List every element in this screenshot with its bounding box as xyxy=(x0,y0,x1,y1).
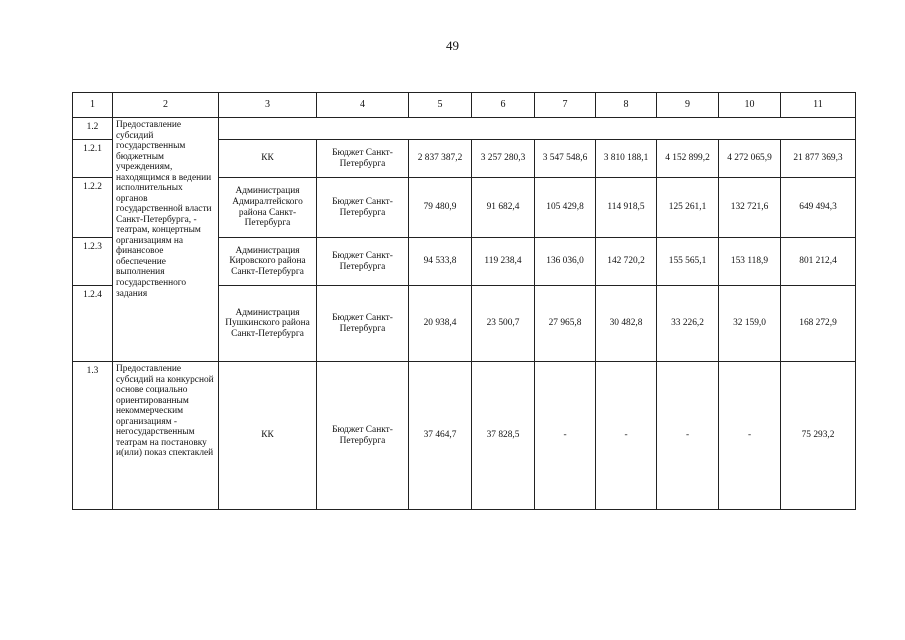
executor-cell: Администрация Пушкинского района Санкт-Петербурга xyxy=(219,286,317,362)
value-cell: 30 482,8 xyxy=(596,286,657,362)
column-header: 2 xyxy=(113,93,219,118)
value-cell: 153 118,9 xyxy=(719,238,781,286)
column-header: 9 xyxy=(657,93,719,118)
row-number: 1.2.1 xyxy=(73,140,113,178)
value-cell: 91 682,4 xyxy=(472,178,535,238)
value-cell: 4 152 899,2 xyxy=(657,140,719,178)
funding-source-cell: Бюджет Санкт-Петербурга xyxy=(317,286,409,362)
funding-source-cell: Бюджет Санкт-Петербурга xyxy=(317,140,409,178)
value-cell: 21 877 369,3 xyxy=(781,140,856,178)
value-cell: 23 500,7 xyxy=(472,286,535,362)
row-number: 1.2.3 xyxy=(73,238,113,286)
measure-name: Предоставление субсидий на конкурсной основе социально ориентированным некоммерческим организациям - негосударственным театрам на постановку и(или) показ спектаклей xyxy=(113,362,219,510)
value-cell: 168 272,9 xyxy=(781,286,856,362)
executor-cell: Администрация Адмиралтейского района Санкт-Петербурга xyxy=(219,178,317,238)
table-row xyxy=(73,362,856,510)
column-header: 10 xyxy=(719,93,781,118)
value-cell: - xyxy=(535,362,596,510)
value-cell: 136 036,0 xyxy=(535,238,596,286)
value-cell: 32 159,0 xyxy=(719,286,781,362)
column-header: 4 xyxy=(317,93,409,118)
value-cell: - xyxy=(657,362,719,510)
value-cell: 125 261,1 xyxy=(657,178,719,238)
column-header: 11 xyxy=(781,93,856,118)
header-row xyxy=(73,93,856,118)
value-cell: 155 565,1 xyxy=(657,238,719,286)
value-cell: 801 212,4 xyxy=(781,238,856,286)
row-number: 1.2.2 xyxy=(73,178,113,238)
value-cell: 142 720,2 xyxy=(596,238,657,286)
page-number: 49 xyxy=(446,38,459,53)
column-header: 3 xyxy=(219,93,317,118)
value-cell: 119 238,4 xyxy=(472,238,535,286)
value-cell: 3 547 548,6 xyxy=(535,140,596,178)
value-cell: 20 938,4 xyxy=(409,286,472,362)
column-header: 5 xyxy=(409,93,472,118)
value-cell: - xyxy=(719,362,781,510)
empty-cell xyxy=(219,118,856,140)
value-cell: 37 464,7 xyxy=(409,362,472,510)
value-cell: 4 272 065,9 xyxy=(719,140,781,178)
funding-source-cell: Бюджет Санкт-Петербурга xyxy=(317,238,409,286)
executor-cell: КК xyxy=(219,140,317,178)
value-cell: 3 257 280,3 xyxy=(472,140,535,178)
value-cell: - xyxy=(596,362,657,510)
value-cell: 132 721,6 xyxy=(719,178,781,238)
value-cell: 75 293,2 xyxy=(781,362,856,510)
row-number: 1.3 xyxy=(73,362,113,510)
executor-cell: Администрация Кировского района Санкт-Петербурга xyxy=(219,238,317,286)
program-table xyxy=(72,92,856,510)
executor-cell: КК xyxy=(219,362,317,510)
value-cell: 3 810 188,1 xyxy=(596,140,657,178)
value-cell: 37 828,5 xyxy=(472,362,535,510)
column-header: 7 xyxy=(535,93,596,118)
value-cell: 79 480,9 xyxy=(409,178,472,238)
column-header: 8 xyxy=(596,93,657,118)
table-row xyxy=(73,118,856,140)
value-cell: 105 429,8 xyxy=(535,178,596,238)
row-number: 1.2.4 xyxy=(73,286,113,362)
funding-source-cell: Бюджет Санкт-Петербурга xyxy=(317,178,409,238)
row-number: 1.2 xyxy=(73,118,113,140)
value-cell: 33 226,2 xyxy=(657,286,719,362)
value-cell: 27 965,8 xyxy=(535,286,596,362)
column-header: 6 xyxy=(472,93,535,118)
value-cell: 649 494,3 xyxy=(781,178,856,238)
value-cell: 2 837 387,2 xyxy=(409,140,472,178)
column-header: 1 xyxy=(73,93,113,118)
value-cell: 114 918,5 xyxy=(596,178,657,238)
funding-source-cell: Бюджет Санкт-Петербурга xyxy=(317,362,409,510)
measure-name: Предоставление субсидий государственным бюджетным учреждениям, находящимся в ведении исполнительных органов государственной власти Санкт-Петербурга, - театрам, концертным организациям на финансовое обеспечение выполнения государственного задания xyxy=(113,118,219,362)
value-cell: 94 533,8 xyxy=(409,238,472,286)
